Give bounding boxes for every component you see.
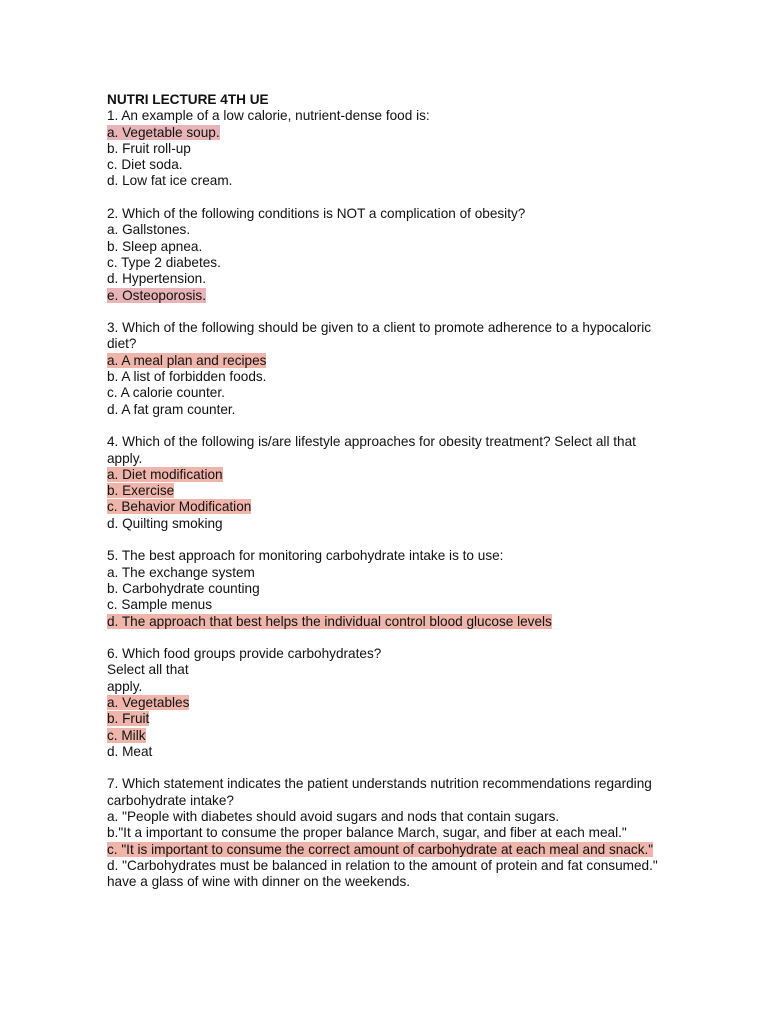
- highlighted-answer: c. "It is important to consume the correct amount of carbohydrate at each meal and snack.": [107, 841, 654, 857]
- answer-option: [107, 353, 707, 369]
- answer-option: [107, 842, 707, 858]
- document-title: NUTRI LECTURE 4TH UE: [107, 92, 269, 107]
- answer-option: [107, 385, 707, 401]
- question-text: 2. Which of the following conditions is NOT a complication of obesity?: [107, 206, 526, 222]
- question-text: apply.: [107, 450, 143, 466]
- answer-option: [107, 825, 707, 841]
- answer-option: [107, 614, 707, 630]
- highlighted-answer: c. Milk: [107, 727, 146, 743]
- answer-option: [107, 858, 707, 874]
- answer-option: [107, 255, 707, 271]
- highlighted-answer: b. Fruit: [107, 711, 150, 727]
- answer-text: d. Hypertension.: [107, 271, 206, 287]
- answer-option: [107, 711, 707, 727]
- question-text: carbohydrate intake?: [107, 792, 234, 808]
- answer-option: [107, 173, 707, 189]
- answer-option: [107, 565, 707, 581]
- question-text: apply.: [107, 678, 143, 694]
- highlighted-answer: a. Diet modification: [107, 466, 223, 482]
- question-4: [107, 434, 707, 532]
- answer-option: [107, 222, 707, 238]
- answer-option: [107, 288, 707, 304]
- highlighted-answer: c. Behavior Modification: [107, 499, 252, 515]
- question-1: [107, 108, 707, 189]
- highlighted-answer: a. Vegetable soup.: [107, 124, 220, 140]
- question-6: [107, 646, 707, 760]
- answer-option: [107, 402, 707, 418]
- answer-text: have a glass of wine with dinner on the weekends.: [107, 874, 411, 890]
- answer-option: [107, 516, 707, 532]
- answer-text: d. "Carbohydrates must be balanced in relation to the amount of protein and fat consumed.": [107, 857, 658, 873]
- answer-option: [107, 467, 707, 483]
- answer-option: [107, 581, 707, 597]
- answer-text: b. Sleep apnea.: [107, 238, 203, 254]
- highlighted-answer: a. Vegetables: [107, 694, 190, 710]
- question-text: 1. An example of a low calorie, nutrient-dense food is:: [107, 108, 430, 124]
- answer-text: b. Fruit roll-up: [107, 140, 191, 156]
- question-text: diet?: [107, 336, 137, 352]
- question-list: [107, 108, 707, 890]
- question-5: [107, 548, 707, 629]
- answer-text: a. "People with diabetes should avoid sugars and nods that contain sugars.: [107, 809, 560, 825]
- highlighted-answer: a. A meal plan and recipes: [107, 352, 267, 368]
- answer-option: [107, 874, 707, 890]
- answer-text: d. Quilting smoking: [107, 515, 223, 531]
- question-text: 4. Which of the following is/are lifestyle approaches for obesity treatment? Select all that: [107, 434, 636, 450]
- answer-option: [107, 125, 707, 141]
- answer-option: [107, 809, 707, 825]
- answer-option: [107, 597, 707, 613]
- question-text: 6. Which food groups provide carbohydrates?: [107, 646, 382, 662]
- question-text: 3. Which of the following should be given to a client to promote adherence to a hypocaloric: [107, 320, 652, 336]
- answer-option: [107, 499, 707, 515]
- answer-option: [107, 483, 707, 499]
- question-3: [107, 320, 707, 418]
- answer-text: a. The exchange system: [107, 564, 255, 580]
- answer-option: [107, 728, 707, 744]
- answer-text: a. Gallstones.: [107, 222, 191, 238]
- answer-option: [107, 157, 707, 173]
- question-text: 7. Which statement indicates the patient understands nutrition recommendations regarding: [107, 776, 652, 792]
- answer-text: d. Low fat ice cream.: [107, 173, 233, 189]
- question-7: [107, 776, 707, 890]
- highlighted-answer: e. Osteoporosis.: [107, 287, 206, 303]
- answer-option: [107, 239, 707, 255]
- document-page: [107, 92, 707, 907]
- answer-option: [107, 744, 707, 760]
- answer-text: d. A fat gram counter.: [107, 401, 236, 417]
- answer-text: c. A calorie counter.: [107, 385, 225, 401]
- question-text: Select all that: [107, 662, 189, 678]
- answer-text: c. Type 2 diabetes.: [107, 254, 221, 270]
- question-2: [107, 206, 707, 304]
- highlighted-answer: d. The approach that best helps the individual control blood glucose levels: [107, 613, 552, 629]
- answer-option: [107, 141, 707, 157]
- answer-option: [107, 271, 707, 287]
- answer-text: d. Meat: [107, 743, 153, 759]
- answer-option: [107, 369, 707, 385]
- answer-text: c. Sample menus: [107, 597, 213, 613]
- answer-text: b. A list of forbidden foods.: [107, 369, 267, 385]
- answer-text: b. Carbohydrate counting: [107, 580, 260, 596]
- answer-option: [107, 695, 707, 711]
- answer-text: b."It a important to consume the proper balance March, sugar, and fiber at each meal.": [107, 825, 627, 841]
- answer-text: c. Diet soda.: [107, 157, 183, 173]
- question-text: 5. The best approach for monitoring carbohydrate intake is to use:: [107, 548, 504, 564]
- highlighted-answer: b. Exercise: [107, 483, 175, 499]
